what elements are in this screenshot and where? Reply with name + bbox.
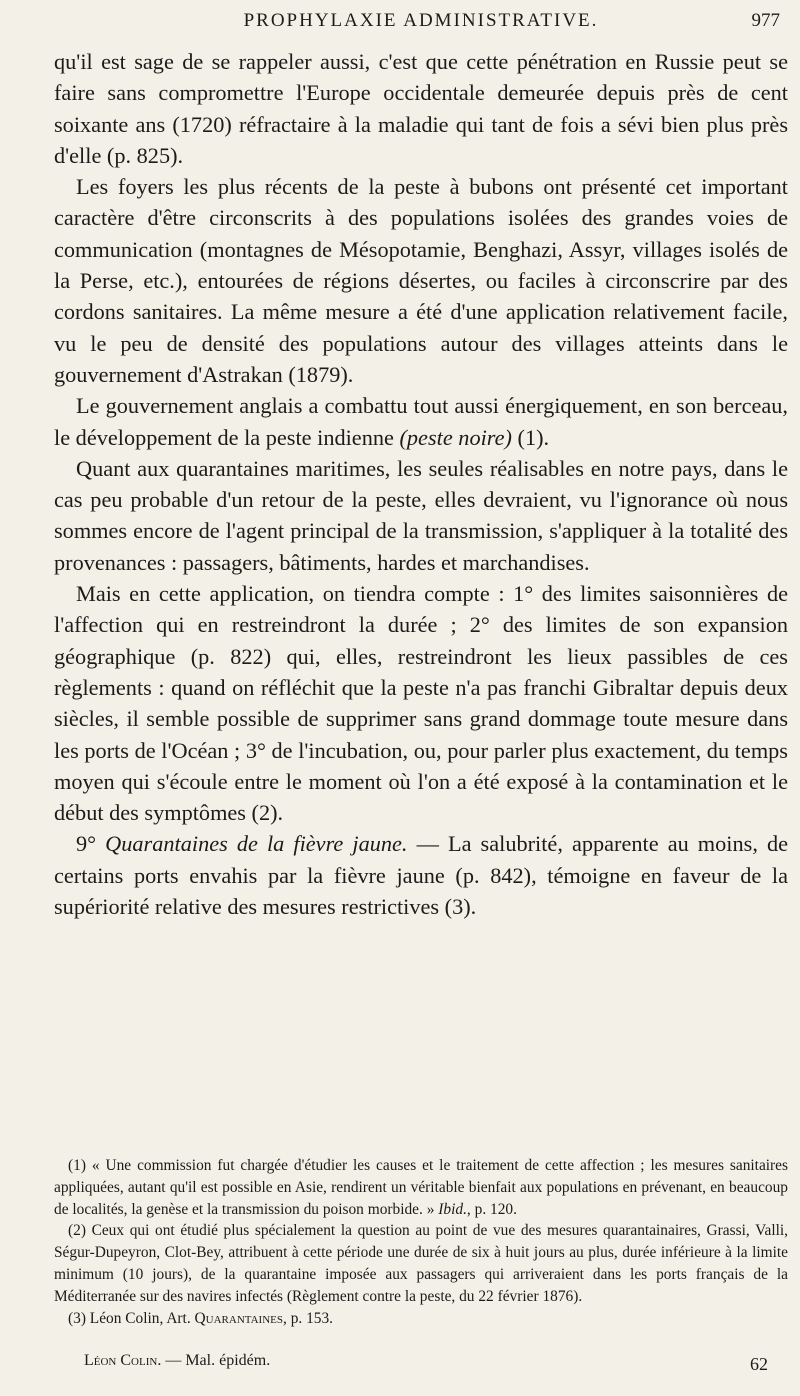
paragraph-3-text: Le gouvernement anglais a combattu tout aussi énergiquement, en son berceau, le développement de la peste indienne (54, 393, 788, 450)
paragraph-1: qu'il est sage de se rappeler aussi, c'est que cette pénétration en Russie peut se faire sans compromettre l'Europe occidentale demeurée depuis près de cent soixante ans (1720) réfractaire à la maladie qui tant de fois a sévi bien plus près d'elle (p. 825). (54, 49, 788, 168)
footnote-3 (54, 1308, 788, 1330)
main-text (54, 46, 788, 922)
footnote-3-text: (3) Léon Colin, Art. (68, 1309, 191, 1327)
footnotes (54, 1155, 788, 1329)
paragraph-3 (54, 390, 788, 453)
paragraph-4: Quant aux quarantaines maritimes, les seules réalisables en notre pays, dans le cas peu probable d'un retour de la peste, elles devraient, vu l'ignorance où nous sommes encore de l'agent principal de la transmission, s'appliquer à la totalité des provenances : passagers, bâtiments, hardes et marchandises. (54, 455, 788, 575)
signature-line (54, 1352, 788, 1376)
signature-work: — Mal. épidém. (165, 1352, 271, 1369)
paragraph-5: Mais en cette application, on tiendra compte : 1° des limites saisonnières de l'affection qui en restreindront la durée ; 2° des limites de son expansion géographique (p. 822) qui, elles, restreindront les lieux passibles de ces règlements : quand on réfléchit que la peste n'a pas franchi Gibraltar depuis deux siècles, il semble possible de supprimer sans grand dommage toute mesure dans les ports de l'Océan ; 3° de l'incubation, ou, pour parler plus exactement, du temps moyen qui s'écoule entre le moment où l'on a été exposé à la contamination et le début des symptômes (2). (54, 581, 788, 826)
sheet-number: 62 (750, 1354, 768, 1374)
footnote-1-ibid: Ibid. (438, 1200, 467, 1218)
paragraph-6 (54, 828, 788, 922)
footnote-1-text: (1) « Une commission fut chargée d'étudier les causes et le traitement de cette affection ; les mesures sanitaires appliquées, autant qu'il est possible en Asie, rendirent un véritable bienfait aux populations en prévenant, en beaucoup de localités, la genèse et la transmission du poison morbide. » (54, 1157, 788, 1218)
footnote-3-article: Quarantaines (194, 1309, 283, 1327)
paragraph-6-text: — La salubrité, apparente au moins, de certains ports envahis par la fièvre jaune (p. 842), témoigne en faveur de la supériorité relative des mesures restrictives (3). (54, 831, 789, 920)
paragraph-2: Les foyers les plus récents de la peste à bubons ont présenté cet important caractère d'être circonscrits à des populations isolées des grandes voies de communication (montagnes de Mésopotamie, Benghazi, Assyr, villages isolés de la Perse, etc.), entourées de régions désertes, ou faciles à circonscrire par des cordons sanitaires. La même mesure a été d'une application relativement facile, vu le peu de densité des populations autour des villages atteints dans le gouvernement d'Astrakan (1879). (54, 174, 788, 387)
footnote-2: (2) Ceux qui ont étudié plus spécialement la question au point de vue des mesures quarantainaires, Grassi, Valli, Ségur-Dupeyron, Clot-Bey, attribuent à cette période une durée de six à huit jours au plus, durée inférieure à la limite minimum (10 jours), de la quarantaine imposée aux passagers qui arriveraient dans les ports français de la Méditerranée sur des navires infectés (Règlement contre la peste, du 22 février 1876). (54, 1222, 788, 1305)
footnote-1 (54, 1155, 788, 1220)
page-number: 977 (751, 10, 780, 31)
paragraph-3-italic: (peste noire) (399, 424, 512, 450)
running-head (54, 8, 788, 36)
signature-mark (84, 1352, 270, 1370)
running-head-title: PROPHYLAXIE ADMINISTRATIVE. (243, 10, 599, 31)
paragraph-3-note-ref: (1). (517, 424, 550, 450)
footnote-3-page: , p. 153. (283, 1309, 334, 1327)
signature-author: Léon Colin. (84, 1352, 162, 1369)
footnote-1-page: , p. 120. (466, 1200, 517, 1218)
section-heading: Quarantaines de la fièvre jaune. (105, 831, 408, 857)
section-number: 9° (76, 831, 97, 857)
